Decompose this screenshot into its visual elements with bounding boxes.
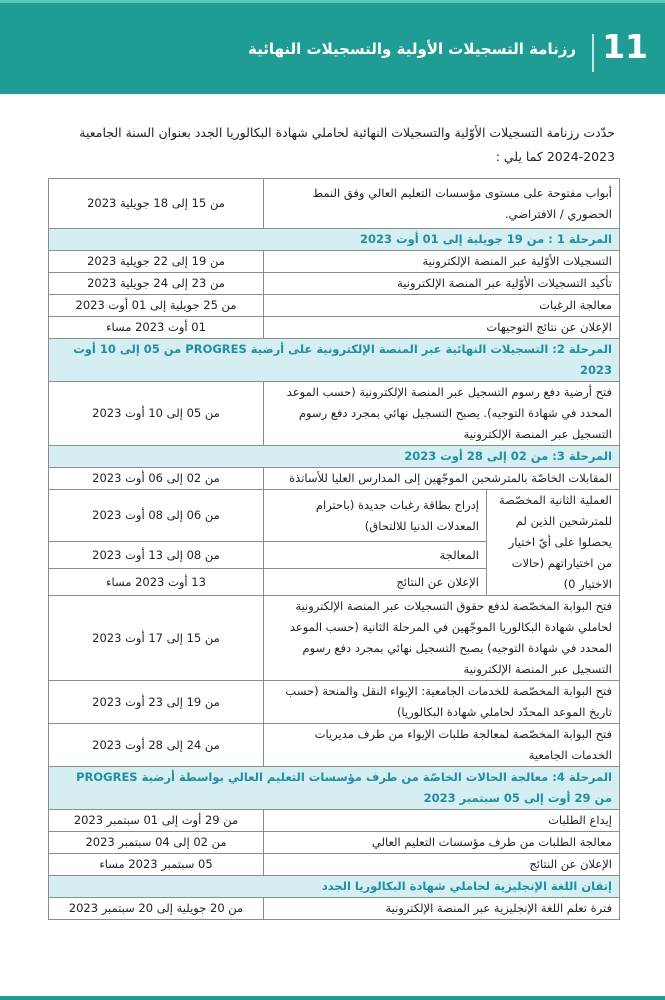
- table-row: [49, 810, 620, 832]
- chapter-number: 11: [602, 27, 648, 66]
- row-label: الإعلان عن النتائج: [264, 854, 620, 876]
- footer-bar: [0, 996, 665, 1000]
- table-row: [49, 273, 620, 295]
- calendar-table: [48, 178, 620, 920]
- row-label: معالجة الرغبات: [264, 295, 620, 317]
- phase-2-heading: المرحلة 2: التسجيلات النهائية عبر المنصة الإلكترونية على أرضية PROGRES من 05 إلى 10 أوت 2023: [49, 339, 620, 382]
- row-date: من 05 إلى 10 أوت 2023: [49, 382, 264, 446]
- phase-4-heading: المرحلة 4: معالجة الحالات الخاصّة من طرف مؤسسات التعليم العالي بواسطة أرضية PROGRES من 29 أوت إلى 05 سبتمبر 2023: [49, 767, 620, 810]
- phase-row: [49, 767, 620, 810]
- table-row: [49, 681, 620, 724]
- row-date: 01 أوت 2023 مساء: [49, 317, 264, 339]
- row-date: من 19 إلى 22 جويلية 2023: [49, 251, 264, 273]
- row-label: تأكيد التسجيلات الأوّلية عبر المنصة الإلكترونية: [264, 273, 620, 295]
- chapter-separator: [592, 34, 594, 72]
- row-date: من 19 إلى 23 أوت 2023: [49, 681, 264, 724]
- row-label: فتح البوابة المخصّصة لدفع حقوق التسجيلات عبر المنصة الإلكترونية لحاملي شهادة البكالوريا الموجّهين في المرحلة الثانية (حسب الموعد المحدد في شهادة التوجيه) يصبح التسجيل نهائي بمجرد دفع رسوم التسجيل عبر المنصة الإلكترونية: [264, 596, 620, 681]
- table-row: [49, 468, 620, 490]
- row-date: من 25 جويلية إلى 01 أوت 2023: [49, 295, 264, 317]
- row-date: من 08 إلى 13 أوت 2023: [49, 542, 264, 569]
- row-date: من 15 إلى 18 جويلية 2023: [49, 179, 264, 229]
- table-row: [49, 832, 620, 854]
- table-row: [49, 490, 620, 542]
- chapter-title: رزنامة التسجيلات الأولية والتسجيلات النهائية: [247, 40, 576, 58]
- phase-row: [49, 229, 620, 251]
- row-date: 05 سبتمبر 2023 مساء: [49, 854, 264, 876]
- table-row: [49, 724, 620, 767]
- table-row: [49, 898, 620, 920]
- row-label: الإعلان عن النتائج: [264, 569, 487, 596]
- table-row: [49, 179, 620, 229]
- row-date: من 15 إلى 17 أوت 2023: [49, 596, 264, 681]
- row-label: أبواب مفتوحة على مستوى مؤسسات التعليم العالي وفق النمط الحضوري / الافتراضي.: [264, 179, 620, 229]
- table-row: [49, 317, 620, 339]
- phase-row: [49, 339, 620, 382]
- row-date: من 29 أوت إلى 01 سبتمبر 2023: [49, 810, 264, 832]
- header-top-line: [0, 0, 665, 3]
- row-date: من 24 إلى 28 أوت 2023: [49, 724, 264, 767]
- row-label: إيداع الطلبات: [264, 810, 620, 832]
- row-date: من 20 جويلية إلى 20 سبتمبر 2023: [49, 898, 264, 920]
- row-date: 13 أوت 2023 مساء: [49, 569, 264, 596]
- row-label: فتح البوابة المخصّصة للخدمات الجامعية: الإيواء النقل والمنحة (حسب تاريخ الموعد المحدّد لحاملي شهادة البكالوريا): [264, 681, 620, 724]
- row-date: من 06 إلى 08 أوت 2023: [49, 490, 264, 542]
- row-label: التسجيلات الأوّلية عبر المنصة الإلكترونية: [264, 251, 620, 273]
- row-label: الإعلان عن نتائج التوجيهات: [264, 317, 620, 339]
- table-row: [49, 596, 620, 681]
- phase-row: [49, 446, 620, 468]
- phase-row: [49, 876, 620, 898]
- table-row: [49, 854, 620, 876]
- phase-3-heading: المرحلة 3: من 02 إلى 28 أوت 2023: [49, 446, 620, 468]
- english-heading: إتقان اللغة الإنجليزية لحاملي شهادة البكالوريا الجدد: [49, 876, 620, 898]
- row-label: فتح البوابة المخصّصة لمعالجة طلبات الإيواء من طرف مديريات الخدمات الجامعية: [264, 724, 620, 767]
- row-date: من 23 إلى 24 جويلية 2023: [49, 273, 264, 295]
- table-row: [49, 251, 620, 273]
- group-label: العملية الثانية المخصّصة للمترشحين الذين لم يحصلوا على أيّ اختيار من اختياراتهم (حالات الاختيار 0): [487, 490, 620, 596]
- row-label: المعالجة: [264, 542, 487, 569]
- table-row: [49, 295, 620, 317]
- phase-1-heading: المرحلة 1 : من 19 جويلية إلى 01 أوت 2023: [49, 229, 620, 251]
- row-label: معالجة الطلبات من طرف مؤسسات التعليم العالي: [264, 832, 620, 854]
- row-date: من 02 إلى 04 سبتمبر 2023: [49, 832, 264, 854]
- row-label: فتح أرضية دفع رسوم التسجيل عبر المنصة الإلكترونية (حسب الموعد المحدد في شهادة التوجيه). يصبح التسجيل نهائي بمجرد دفع رسوم التسجيل عبر المنصة الإلكترونية: [264, 382, 620, 446]
- chapter-header: [0, 0, 665, 94]
- intro-paragraph: حدّدت رزنامة التسجيلات الأوّلية والتسجيلات النهائية لحاملي شهادة البكالوريا الجدد بعنوان السنة الجامعية 2023-2024 كما يلي :: [79, 125, 615, 164]
- table-row: [49, 382, 620, 446]
- row-label: إدراج بطاقة رغبات جديدة (باحترام المعدلات الدنيا للالتحاق): [264, 490, 487, 542]
- row-date: من 02 إلى 06 أوت 2023: [49, 468, 264, 490]
- row-label: المقابلات الخاصّة بالمترشحين الموجّهين إلى المدارس العليا للأساتذة: [264, 468, 620, 490]
- row-label: فترة تعلم اللغة الإنجليزية عبر المنصة الإلكترونية: [264, 898, 620, 920]
